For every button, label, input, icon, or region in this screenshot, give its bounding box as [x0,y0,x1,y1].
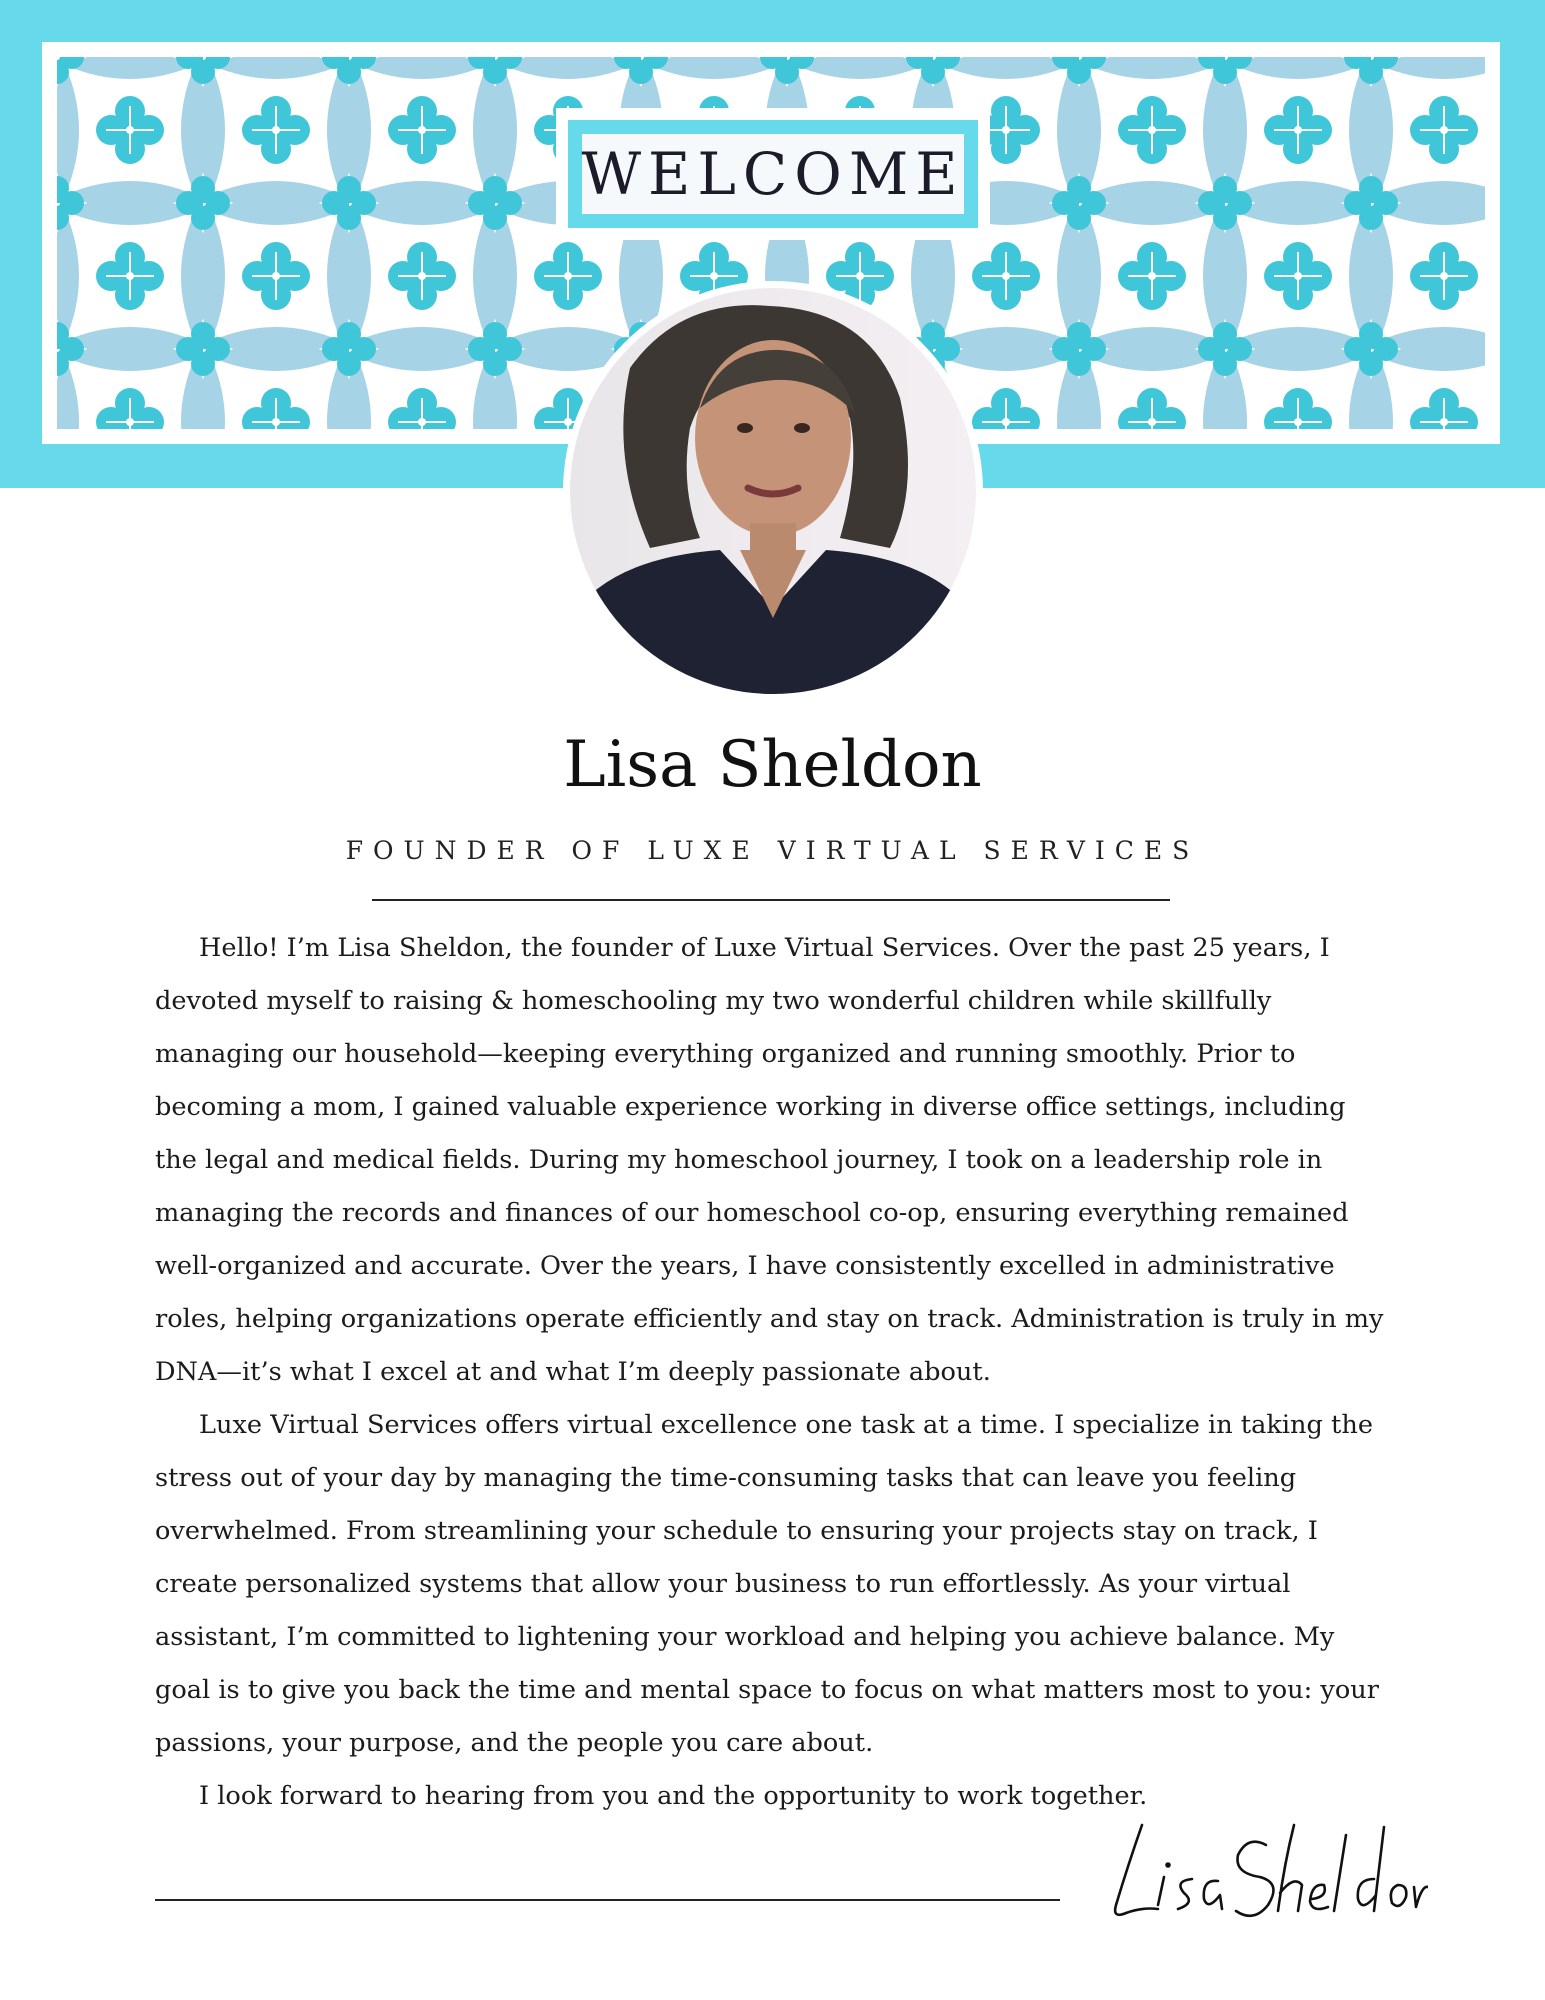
signature-line [155,1899,1060,1901]
paragraph-services: Luxe Virtual Services offers virtual excellence one task at a time. I specialize in taking the stress out of your day by managing the time-consuming tasks that can leave you feeling overwhelmed. From streamlining your schedule to ensuring your projects stay on track, I create personalized systems that allow your business to run effortlessly. As your virtual assistant, I’m committed to lightening your workload and helping you achieve balance. My goal is to give you back the time and mental space to focus on what matters most to you: your passions, your purpose, and the people you care about. [155,1410,1379,1758]
letter-body [155,922,1395,1823]
welcome-banner [556,108,990,240]
welcome-title: WELCOME [568,120,978,228]
portrait-photo [570,288,976,694]
person-name: Lisa Sheldon [563,728,982,802]
paragraph-intro: Hello! I’m Lisa Sheldon, the founder of Luxe Virtual Services. Over the past 25 years, I devoted myself to raising & homeschooling my two wonderful children while skillfully managing our household—keeping everything organized and running smoothly. Prior to becoming a mom, I gained valuable experience working in diverse office settings, including the legal and medical fields. During my homeschool journey, I took on a leadership role in managing the records and finances of our homeschool co-op, ensuring everything remained well-organized and accurate. Over the years, I have consistently excelled in administrative roles, helping organizations operate efficiently and stay on track. Administration is truly in my DNA—it’s what I excel at and what I’m deeply passionate about. [155,933,1384,1387]
signature-icon [1098,1815,1428,1935]
person-title: FOUNDER OF LUXE VIRTUAL SERVICES [345,836,1200,865]
portrait-icon [570,288,976,694]
paragraph-closing: I look forward to hearing from you and the opportunity to work together. [199,1781,1148,1811]
divider [372,899,1170,901]
